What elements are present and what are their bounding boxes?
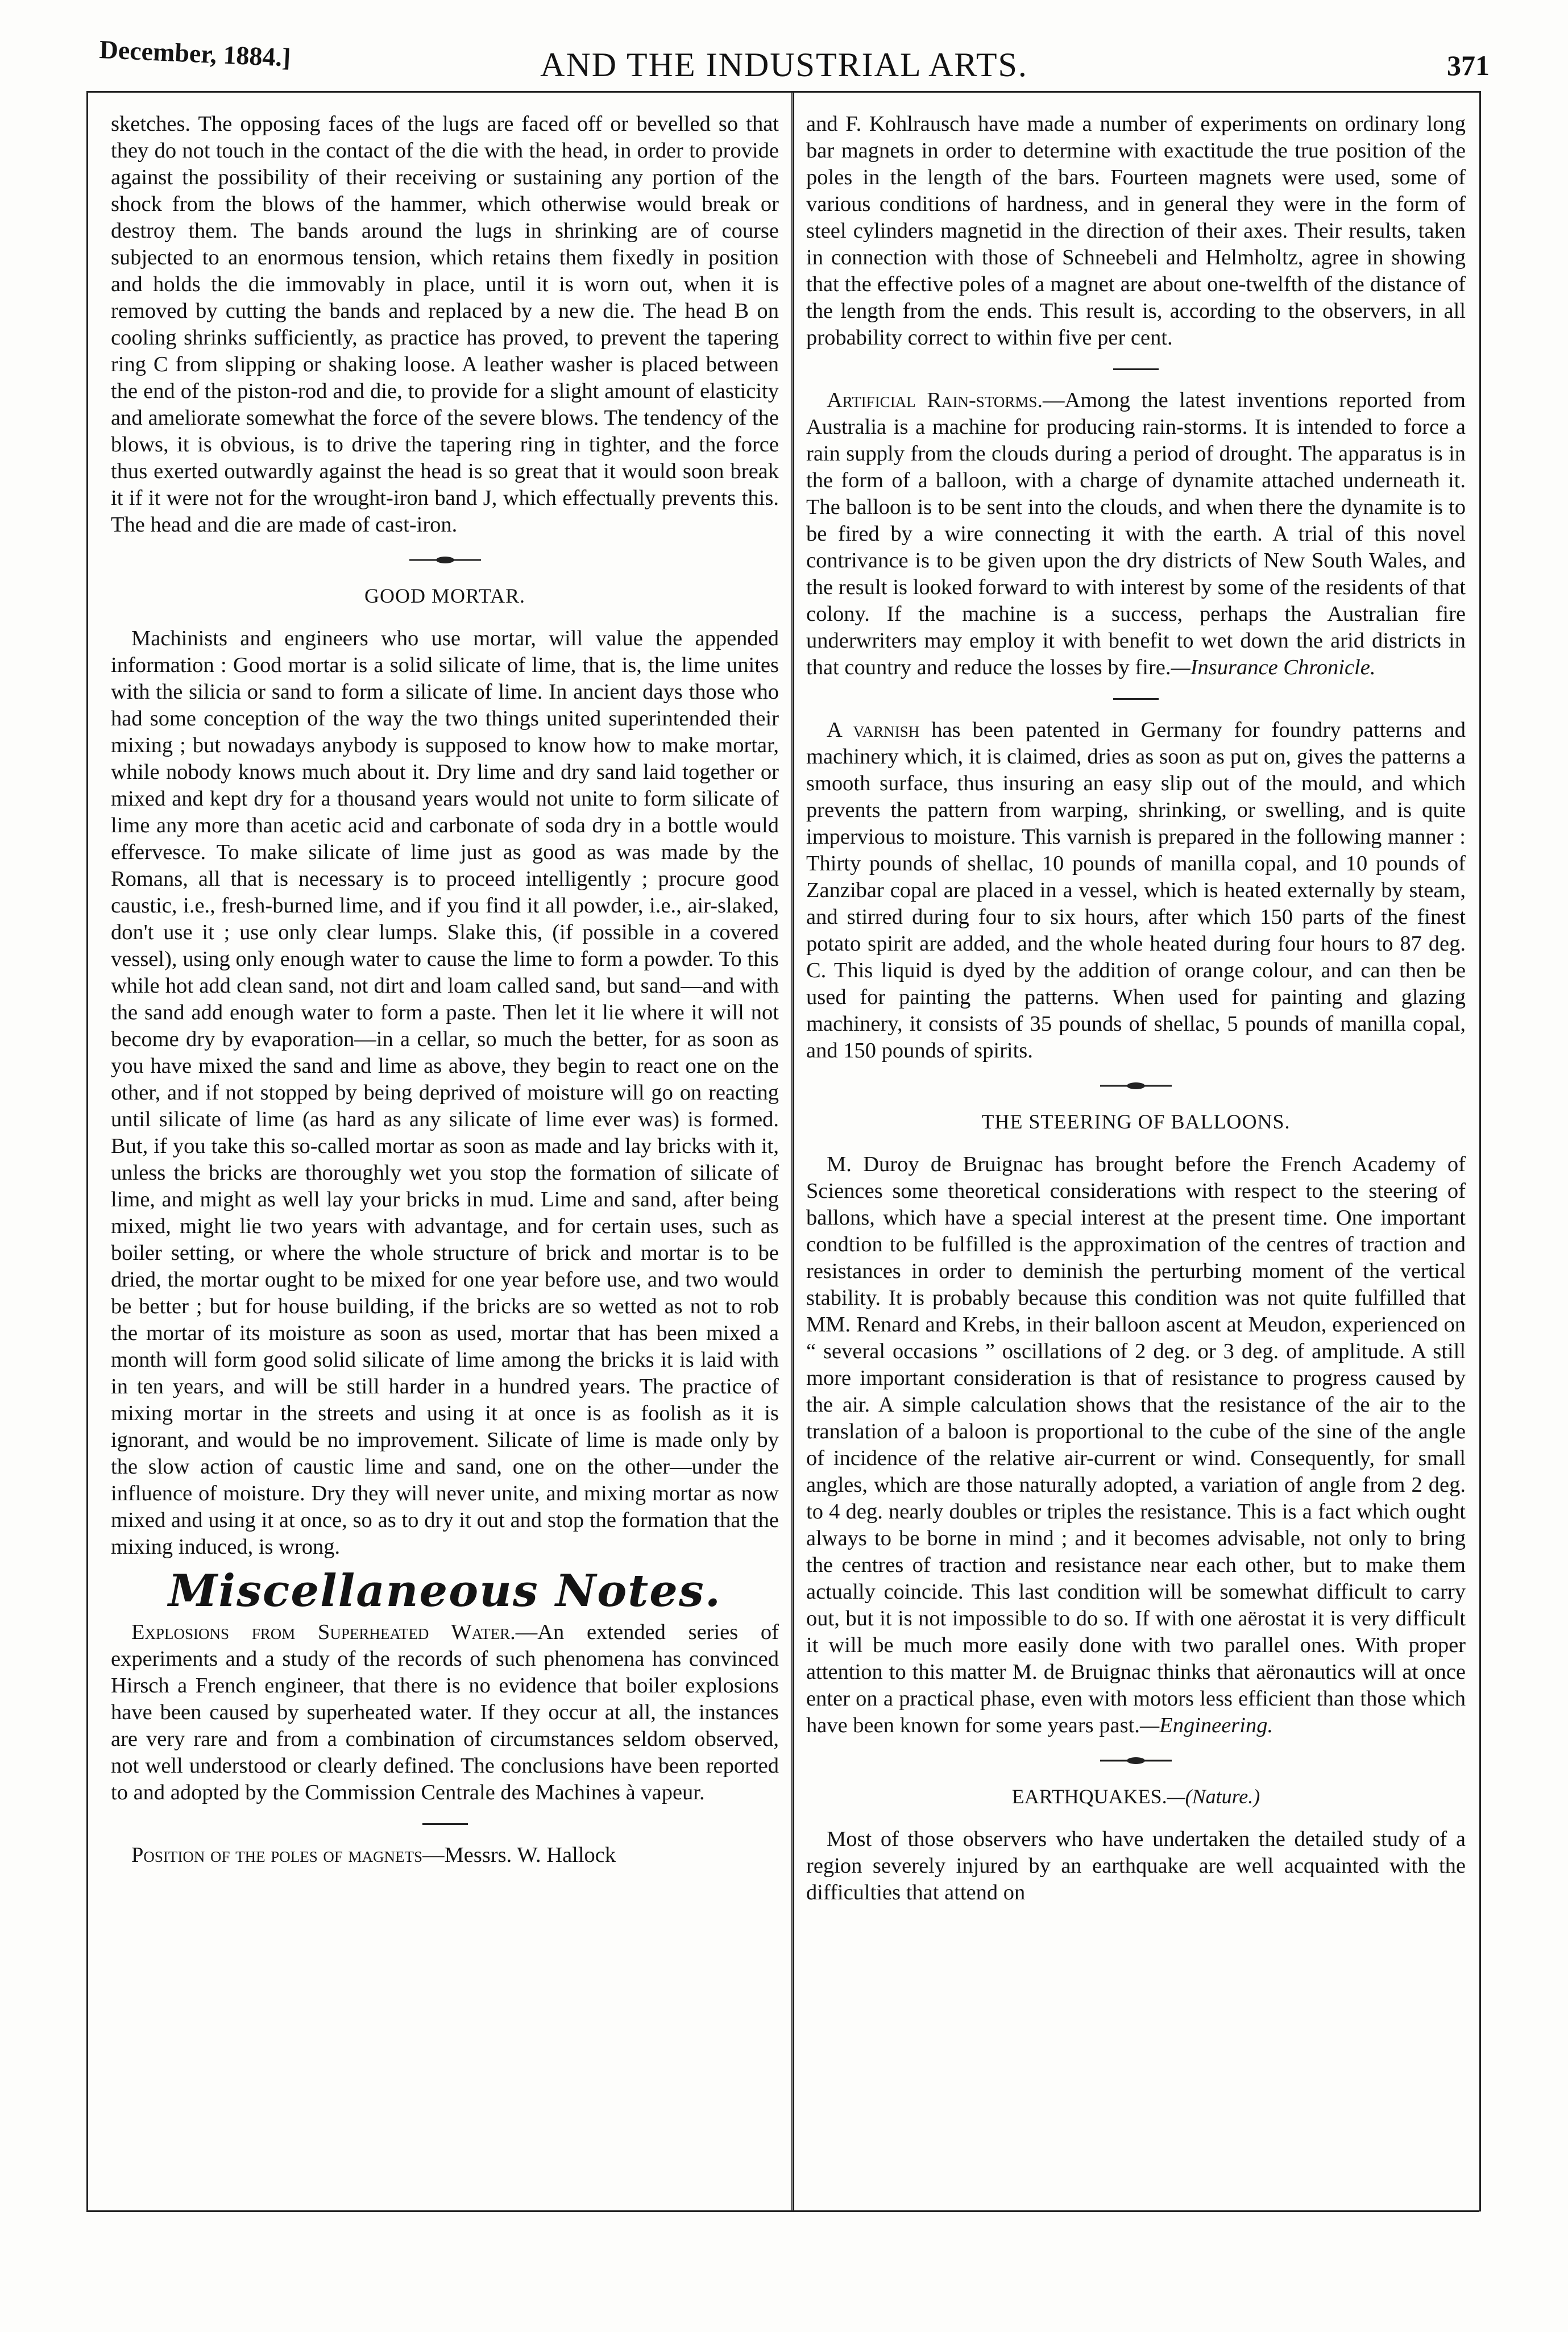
page-number: 371 [1447,49,1490,81]
balloons-source: —Engineering. [1139,1713,1274,1737]
poles-paragraph-start [111,1842,779,1869]
ornament-divider [806,1755,1466,1766]
balloons-paragraph [806,1151,1466,1739]
header-title: AND THE INDUSTRIAL ARTS. [540,46,1028,84]
left-column [111,111,779,2197]
heading-steering-balloons: THE STEERING OF BALLOONS. [981,1110,1291,1133]
short-rule [806,368,1466,370]
lug-paragraph: sketches. The opposing faces of the lugs are faced off or bevelled so that they do not touch in the contact of the die with the head, in order to provide against the possibility of their receiving or sustaining any portion of the shock from the blows of the hammer, which otherwise would break or destroy them. The bands around the lugs in shrinking are of course subjected to an enormous tension, which retains them fixedly in position and holds the die immovably in place, until it is worn out, when it is removed by cutting the bands and replaced by a new die. The head B on cooling shrinks sufficiently, as practice has proved, to prevent the tapering ring C from slipping or shaking loose. A leather washer is placed between the end of the piston-rod and die, to provide for a slight amount of elasticity and ameliorate somewhat the force of the severe blows. The tendency of the blows, it is obvious, is to drive the tapering ring in tighter, and the force thus exerted outwardly against the head is so great that it would soon break it if it were not for the wrought-iron band J, which effectually prevents this. The head and die are made of cast-iron. [111,112,779,537]
right-column [806,111,1466,2197]
varnish-text: has been patented in Germany for foundry patterns and machinery which, it is claimed, dries as soon as put on, gives the patterns a smooth surface, thus insuring an easy slip out of the mould, and which prevents the pattern from warping, shrinking, or swelling, and is quite impervious to moisture. This varnish is prepared in the following manner : Thirty pounds of shellac, 10 pounds of manilla copal, and 10 pounds of Zanzibar copal are placed in a vessel, which is heated externally by steam, and stirred during four to six hours, after which 150 parts of the finest potato spirit are added, and the whole heated during four hours to 87 deg. C. This liquid is dyed by the addition of orange colour, and can then be used for painting the patterns. When used for painting and glazing machinery, it consists of 35 pounds of shellac, 5 pounds of manilla copal, and 150 pounds of spirits. [806,718,1466,1063]
left-border [86,91,88,2211]
varnish-title: A varnish [827,718,920,742]
explosions-text: —An extended series of experiments and a study of the records of such phenomena has convinced Hirsch a French engineer, that there is no evidence that boiler explosions have been caused by superheated water. If they occur at all, the instances are very rare and from a combination of circumstances seldom observed, not well understood or clearly defined. The conclusions have been reported to and adopted by the Commission Centrale des Machines à vapeur. [111,1620,779,1804]
explosions-paragraph [111,1619,779,1806]
right-border [1479,91,1481,2211]
ornament-divider [111,554,779,566]
explosions-title: Explosions from Superheated Water. [131,1620,516,1644]
short-rule [806,698,1466,700]
top-rule [86,91,1479,93]
earthquakes-source: —(Nature.) [1167,1785,1260,1808]
short-rule [111,1823,779,1825]
ornament-divider [806,1080,1466,1092]
column-divider [791,91,794,2211]
rain-title: Artificial Rain-storms. [827,388,1043,412]
earthquakes-title: EARTHQUAKES. [1011,1785,1167,1808]
poles-paragraph-cont: and F. Kohlrausch have made a number of experiments on ordinary long bar magnets in order to determine with exactitude the true position of the poles in the length of the bars. Fourteen magnets were used, some of various conditions of hardness, and in general they were in the form of steel cylinders magnetid in the direction of their axes. Their results, taken in connection with those of Schneebeli and Helmholtz, agree in showing that the effective poles of a magnet are about one-twelfth of the distance of the length from the ends. This result is, according to the observers, in all probability correct to within five per cent. [806,112,1466,350]
bottom-rule [86,2210,1479,2212]
heading-earthquakes [806,1783,1466,1810]
rain-paragraph [806,387,1466,681]
miscellaneous-notes-heading: Miscellaneous Notes. [168,1565,721,1617]
poles-start-text: —Messrs. W. Hallock [422,1843,616,1867]
heading-good-mortar: GOOD MORTAR. [364,584,525,607]
varnish-paragraph [806,717,1466,1064]
balloons-text: M. Duroy de Bruignac has brought before the French Academy of Sciences some theoretical considerations with respect to the steering of ballons, which have a special interest at the present time. One important condtion to be fulfilled is the approximation of the centres of traction and resistances in order to deminish the perturbing moment of the vertical stability. It is probably because this condition was not quite fulfilled that MM. Renard and Krebs, in their balloon ascent at Meudon, experienced on “ several occasions ” oscillations of 2 deg. or 3 deg. of amplitude. A still more important consideration is that of resistance to progress caused by the air. A simple calculation shows that the resistance of the air to the translation of a baloon is proportional to the cube of the sine of the angle of incidence of the relative air-current or wind. Consequently, for small angles, which are those naturally adopted, a variation of angle from 2 deg. to 4 deg. nearly doubles or triples the resistance. This is a fact which ought always to be borne in mind ; and it becomes advisable, not only to bring the centres of traction and resistance near each other, but to make them actually coincide. This last condition will be somewhat difficult to carry out, but it is not impossible to do so. If with one aërostat it is very difficult it will be much more easily done with two parallel ones. With proper attention to this matter M. de Bruignac thinks that aëronautics will at once enter on a practical phase, even with motors less efficient than those which have been known for some years past. [806,1152,1466,1737]
rain-text: —Among the latest inventions reported from Australia is a machine for producing rain-storms. It is intended to force a rain supply from the clouds during a period of drought. The apparatus is in the form of a balloon, with a charge of dynamite attached underneath it. The balloon is to be sent into the clouds, and when there the dynamite is to be fired by a wire connecting it with the earth. A trial of this novel contrivance is to be given upon the dry districts of New South Wales, and the result is looked forward to with interest by some of the residents of that colony. If the machine is a success, perhaps the Australian fire underwriters may employ it with benefit to wet down the arid districts in that country and reduce the losses by fire. [806,388,1466,679]
mortar-paragraph: Machinists and engineers who use mortar, will value the appended information : Good mortar is a solid silicate of lime, that is, the lime unites with the silicia or sand to form a silicate of lime. In ancient days those who had some conception of the way the two things united superintended their mixing ; but nowadays anybody is supposed to know how to make mortar, while nobody knows much about it. Dry lime and dry sand laid together or mixed and kept dry for a thousand years would not unite to form silicate of lime any more than acetic acid and carbonate of soda dry in a bottle would effervesce. To make silicate of lime just as good as was made by the Romans, all that is necessary is to proceed intelligently ; procure good caustic, i.e., fresh-burned lime, and if you find it all powder, i.e., air-slaked, don't use it ; use only clear lumps. Slake this, (if possible in a covered vessel), using only enough water to cause the lime to form a powder. To this while hot add clean sand, not dirt and loam called sand, but sand—and with the sand add enough water to form a paste. Then let it lie where it will not become dry by evaporation—in a cellar, so much the better, for as soon as you have mixed the sand and lime as above, they begin to react one on the other, and if not stopped by being deprived of moisture will go on reacting until silicate of lime (as hard as any silicate of lime ever was) is formed. But, if you take this so-called mortar as soon as made and lay bricks with it, unless the bricks are thoroughly wet you stop the formation of silicate of lime, and might as well lay your bricks in mud. Lime and sand, after being mixed, might lie two years with advantage, and for certain uses, such as boiler setting, or where the whole structure of brick and mortar is to be dried, the mortar ought to be mixed for one year before use, and two would be better ; but for house building, if the bricks are so wetted as not to rob the mortar of its moisture as soon as used, mortar that has been mixed a month will form good solid silicate of lime among the bricks it is laid with in ten years, and will be still harder in a hundred years. The practice of mixing mortar in the streets and using it at once is as foolish as it is ignorant, and would be no improvement. Silicate of lime is made only by the slow action of caustic lime and sand, one on the other—under the influence of moisture. Dry they will never unite, and mixing mortar as now mixed and using it at once, so as to dry it out and stop the formation that the mixing induced, is wrong. [111,626,779,1559]
header-date: December, 1884.] [98,34,292,72]
rain-source: —Insurance Chronicle. [1171,655,1376,679]
poles-title: Position of the poles of magnets [131,1843,423,1867]
earthquakes-paragraph: Most of those observers who have undertaken the detailed study of a region severely injured by an earthquake are well acquainted with the difficulties that attend on [806,1827,1466,1904]
